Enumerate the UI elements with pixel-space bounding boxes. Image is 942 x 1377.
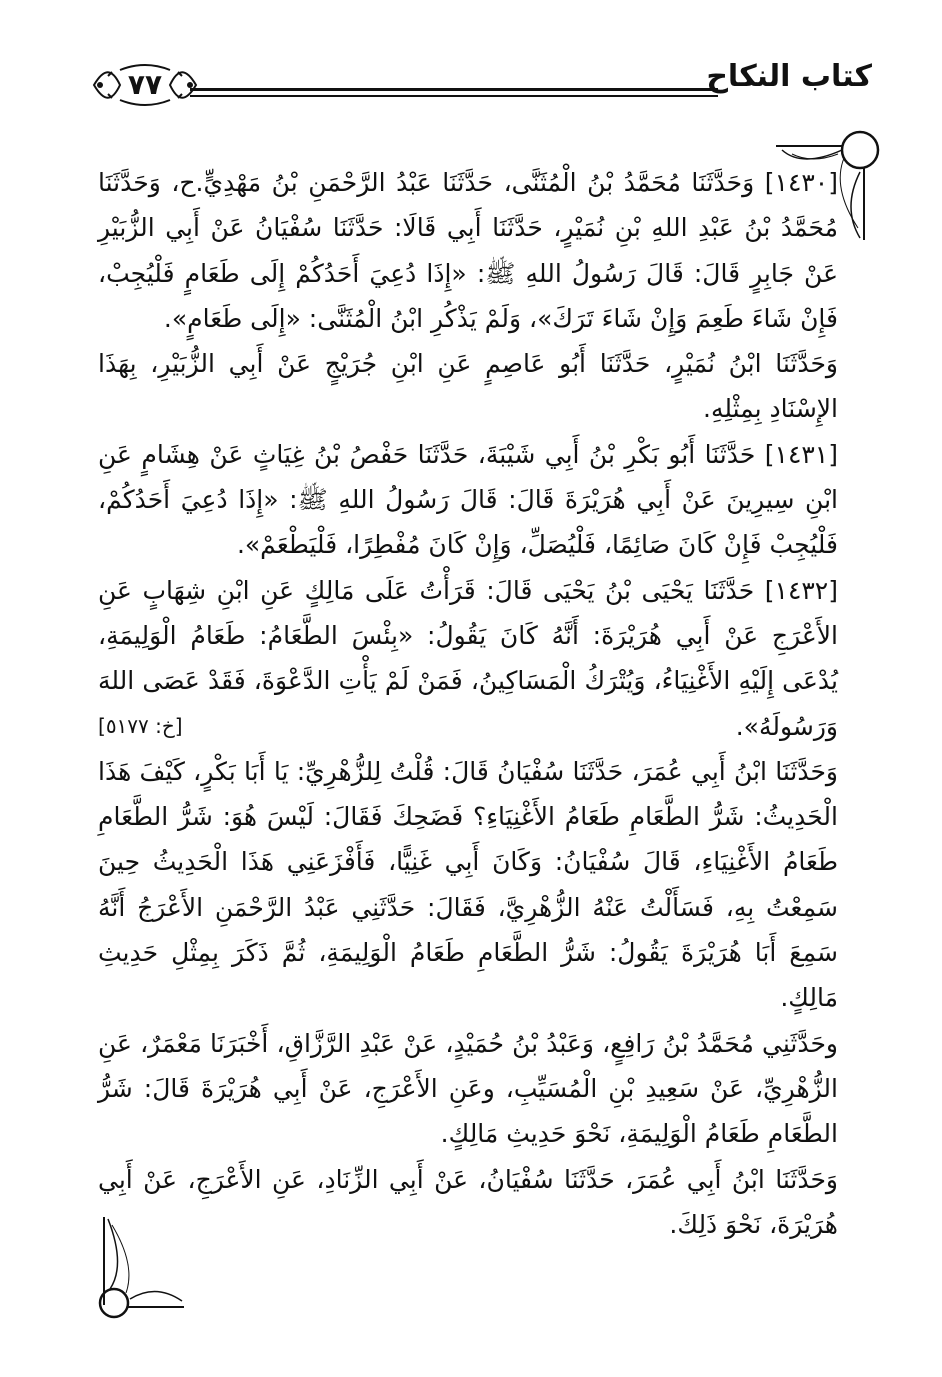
hadith-1432-chain-4: وَحَدَّثَنَا ابْنُ أَبِي عُمَرَ، حَدَّثَنَا سُفْيَانُ، عَنْ أَبِي الزِّنَادِ، عَنِ الأَعْرَجِ، عَنْ أَبِي هُرَيْرَةَ، نَحْوَ ذَلِكَ.: [98, 1164, 838, 1239]
book-title: كتاب النكاح: [706, 59, 872, 94]
hadith-1431: [١٤٣١] حَدَّثَنَا أَبُو بَكْرِ بْنُ أَبِي شَيْبَةَ، حَدَّثَنَا حَفْصُ بْنُ غِيَاثٍ عَنْ هِشَامٍ عَنِ ابْنِ سِيرِينَ عَنْ أَبِي هُرَيْرَةَ قَالَ: قَالَ رَسُولُ اللهِ ﷺ: «إِذَا دُعِيَ أَحَدُكُمْ، فَلْيُجِبْ فَإِنْ كَانَ صَائِمًا، فَلْيُصَلِّ، وَإِنْ كَانَ مُفْطِرًا، فَلْيَطْعَمْ».: [98, 439, 838, 560]
hadith-1432-chain-3: وحَدَّثَنِي مُحَمَّدُ بْنُ رَافِعٍ، وَعَبْدُ بْنُ حُمَيْدٍ، عَنْ عَبْدِ الرَّزَّاقِ، أَخْبَرَنَا مَعْمَرٌ، عَنِ الزُّهْرِيِّ، عَنْ سَعِيدِ بْنِ الْمُسَيِّبِ، وعَنِ الأَعْرَجِ، عَنْ أَبِي هُرَيْرَةَ قَالَ: شَرُّ الطَّعَامِ طَعَامُ الْوَلِيمَةِ، نَحْوَ حَدِيثِ مَالِكٍ.: [98, 1028, 838, 1149]
hadith-1432-chain-2: وَحَدَّثَنَا ابْنُ أَبِي عُمَرَ، حَدَّثَنَا سُفْيَانُ قَالَ: قُلْتُ لِلزُّهْرِيِّ: يَا أَبَا بَكْرٍ، كَيْفَ هَذَا الْحَدِيثُ: شَرُّ الطَّعَامِ طَعَامُ الأَغْنِيَاءِ؟ فَضَحِكَ فَقَالَ: لَيْسَ هُوَ: شَرُّ الطَّعَامِ طَعَامُ الأَغْنِيَاءِ، قَالَ سُفْيَانُ: وَكَانَ أَبِي غَنِيًّا، فَأَفْزَعَنِي هَذَا الْحَدِيثُ حِينَ سَمِعْتُ بِهِ، فَسَأَلْتُ عَنْهُ الزُّهْرِيَّ، فَقَالَ: حَدَّثَنِي عَبْدُ الرَّحْمَنِ الأَعْرَجُ أَنَّهُ سَمِعَ أَبَا هُرَيْرَةَ يَقُولُ: شَرُّ الطَّعَامِ طَعَامُ الْوَلِيمَةِ، ثُمَّ ذَكَرَ بِمِثْلِ حَدِيثِ مَالِكٍ.: [98, 756, 838, 1013]
page-number: ٧٧: [127, 68, 163, 101]
hadith-1432-text: [١٤٣٢] حَدَّثَنَا يَحْيَى بْنُ يَحْيَى قَالَ: قَرَأْتُ عَلَى مَالِكٍ عَنِ ابْنِ شِهَابٍ عَنِ الأَعْرَجِ عَنْ أَبِي هُرَيْرَةَ: أَنَّهُ كَانَ يَقُولُ: «بِئْسَ الطَّعَامُ: طَعَامُ الْوَلِيمَةِ، يُدْعَى إِلَيْهِ الأَغْنِيَاءُ، وَيُتْرَكُ الْمَسَاكِينُ، فَمَنْ لَمْ يَأْتِ الدَّعْوَةَ، فَقَدْ عَصَى اللهَ وَرَسُولَهُ».: [98, 575, 838, 741]
hadith-1430-chain-2: وَحَدَّثَنَا ابْنُ نُمَيْرٍ، حَدَّثَنَا أَبُو عَاصِمٍ عَنِ ابْنِ جُرَيْجٍ عَنْ أَبِي الزُّبَيْرِ، بِهَذَا الإِسْنَادِ بِمِثْلِهِ.: [98, 349, 838, 424]
hadith-text-block: [98, 160, 838, 1247]
hadith-1430: [١٤٣٠] وَحَدَّثَنَا مُحَمَّدُ بْنُ الْمُثَنَّى، حَدَّثَنَا عَبْدُ الرَّحْمَنِ بْنُ مَهْدِيٍّ.ح، وَحَدَّثَنَا مُحَمَّدُ بْنُ عَبْدِ اللهِ بْنِ نُمَيْرٍ، حَدَّثَنَا أَبِي قَالَا: حَدَّثَنَا سُفْيَانُ عَنْ أَبِي الزُّبَيْرِ عَنْ جَابِرٍ قَالَ: قَالَ رَسُولُ اللهِ ﷺ: «إِذَا دُعِيَ أَحَدُكُمْ إِلَى طَعَامٍ فَلْيُجِبْ، فَإِنْ شَاءَ طَعِمَ وَإِنْ شَاءَ تَرَكَ»، وَلَمْ يَذْكُرِ ابْنُ الْمُثَنَّى: «إِلَى طَعَامٍ».: [98, 168, 838, 333]
hadith-1432: [98, 568, 838, 749]
header-rule: [190, 88, 718, 97]
page-header: [0, 0, 942, 130]
bukhari-reference: [خ: ٥١٧٧]: [98, 713, 183, 738]
